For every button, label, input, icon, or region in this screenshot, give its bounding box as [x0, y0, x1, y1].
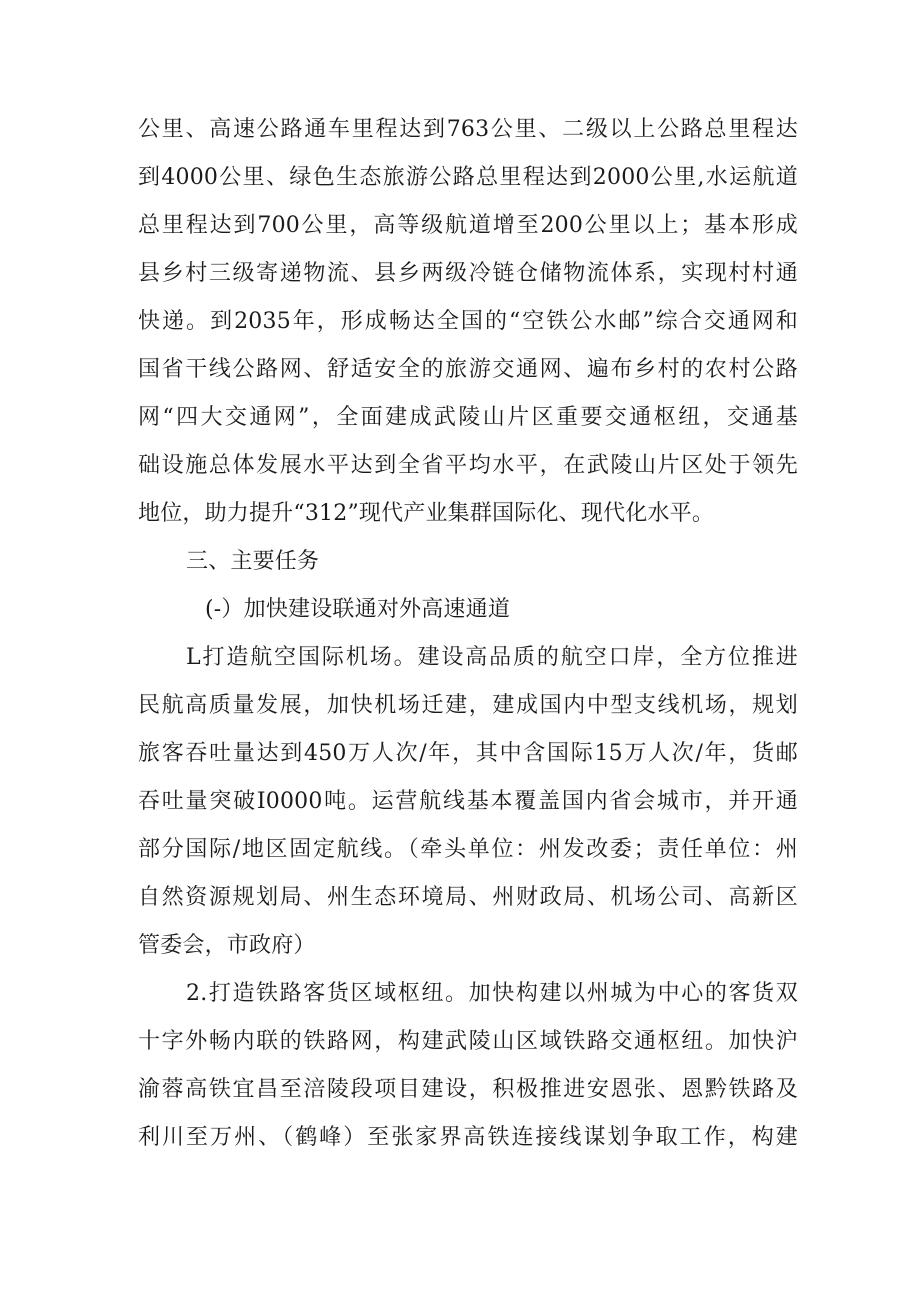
text-line-5: 快递。到2035年，形成畅达全国的“空铁公水邮”综合交通网和 — [138, 309, 798, 334]
text-line-19: 2.打造铁路客货区域枢纽。加快构建以州城为中心的客货双 — [186, 981, 798, 1006]
subsection-heading: (-）加快建设联通对外高速通道 — [205, 597, 511, 622]
text-line-14: 旅客吞吐量达到450万人次/年，其中含国际15万人次/年，货邮 — [138, 741, 798, 766]
text-line-18: 管委会，市政府） — [138, 933, 316, 958]
text-line-20: 十字外畅内联的铁路网，构建武陵山区域铁路交通枢纽。加快沪 — [138, 1029, 798, 1054]
text-line-2: 到4000公里、绿色生态旅游公路总里程达到2000公里,水运航道 — [138, 165, 798, 190]
text-line-4: 县乡村三级寄递物流、县乡两级冷链仓储物流体系，实现村村通 — [138, 261, 798, 286]
text-line-1: 公里、高速公路通车里程达到763公里、二级以上公路总里程达 — [138, 117, 798, 142]
text-line-3: 总里程达到700公里，高等级航道增至200公里以上；基本形成 — [138, 213, 798, 238]
section-heading: 三、主要任务 — [186, 549, 320, 574]
text-line-15: 吞吐量突破I0000吨。运营航线基本覆盖国内省会城市，并开通 — [138, 789, 798, 814]
text-line-6: 国省干线公路网、舒适安全的旅游交通网、遍布乡村的农村公路 — [138, 357, 798, 382]
text-line-9: 地位，助力提升“312”现代产业集群国际化、现代化水平。 — [138, 501, 715, 526]
text-line-13: 民航高质量发展，加快机场迁建，建成国内中型支线机场，规划 — [138, 693, 798, 718]
text-line-17: 自然资源规划局、州生态环境局、州财政局、机场公司、高新区 — [138, 885, 798, 910]
text-line-7: 网“四大交通网”，全面建成武陵山片区重要交通枢纽，交通基 — [138, 405, 798, 430]
text-line-8: 础设施总体发展水平达到全省平均水平，在武陵山片区处于领先 — [138, 453, 798, 478]
text-line-21: 渝蓉高铁宜昌至涪陵段项目建设，积极推进安恩张、恩黔铁路及 — [138, 1077, 798, 1102]
text-line-22: 利川至万州、（鹤峰）至张家界高铁连接线谋划争取工作，构建 — [138, 1125, 798, 1150]
text-line-12: L打造航空国际机场。建设高品质的航空口岸，全方位推进 — [186, 645, 798, 670]
text-line-16: 部分国际/地区固定航线。（牵头单位：州发改委；责任单位：州 — [138, 837, 798, 862]
